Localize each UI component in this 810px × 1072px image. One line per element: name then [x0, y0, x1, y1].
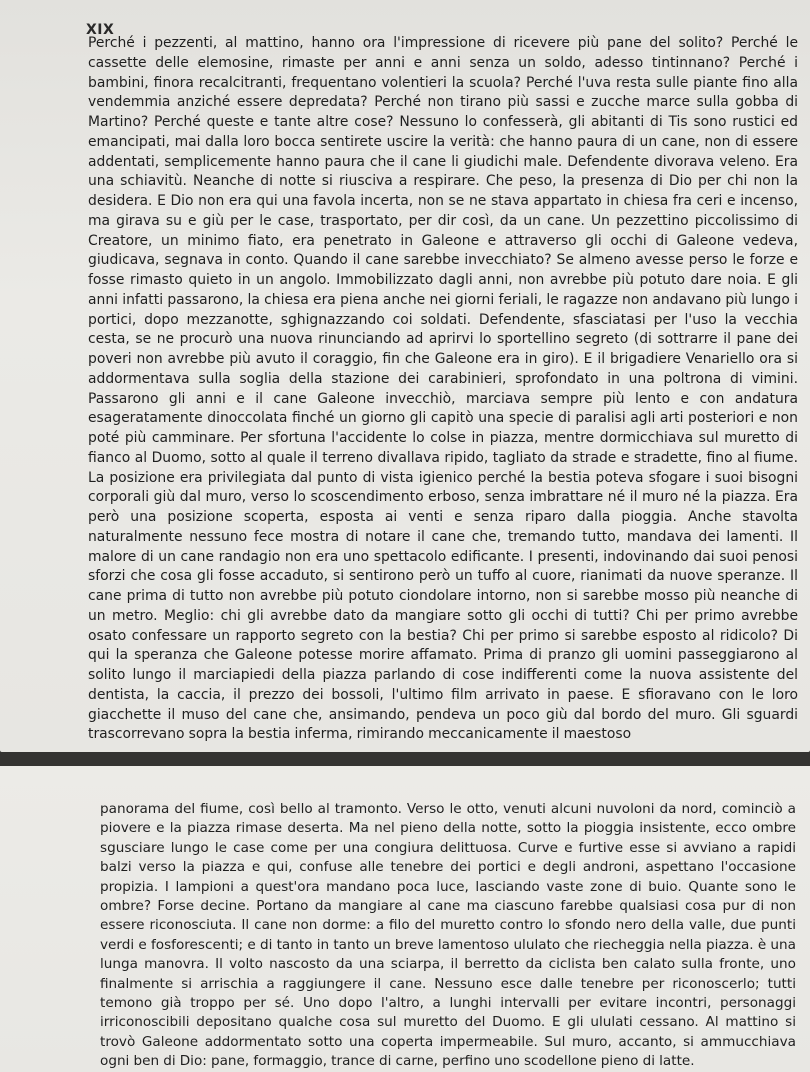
book-page-bottom — [0, 766, 810, 1072]
page-bottom-text: panorama del fiume, così bello al tramonto. Verso le otto, venuti alcuni nuvoloni da nord, cominciò a piovere e la piazza rimase deserta. Ma nel pieno della notte, sotto la pioggia insistente, ecco ombre sgusciare lungo le case come per una congiura delittuosa. Curve e furtive esse si avviano a rapidi balzi verso la piazza e qui, confuse alle tenebre dei portici e degli androni, aspettano l'occasione propizia. I lampioni a quest'ora mandano poca luce, lasciando vaste zone di buio. Quante sono le ombre? Forse decine. Portano da mangiare al cane ma ciascuno farebbe qualsiasi cosa pur di non essere riconosciuta. Il cane non dorme: a filo del muretto contro lo sfondo nero della valle, due punti verdi e fosforescenti; e di tanto in tanto un breve lamentoso ululato che riecheggia nella piazza. è una lunga manovra. Il volto nascosto da una sciarpa, il berretto da ciclista ben calato sulla fronte, uno finalmente si arrischia a raggiungere il cane. Nessuno esce dalle tenebre per riconoscerlo; tutti temono già troppo per sé. Uno dopo l'altro, a lunghi intervalli per evitare incontri, personaggi irriconoscibili depositano qualche cosa sul muretto del Duomo. E gli ululati cessano. Al mattino si trovò Galeone addormentato sotto una coperta impermeabile. Sul muro, accanto, si ammucchiava ogni ben di Dio: pane, formaggio, trance di carne, perfino uno scodellone pieno di latte. — [100, 801, 796, 1070]
page-top-text: Perché i pezzenti, al mattino, hanno ora l'impressione di ricevere più pane del solito? Perché le cassette delle elemosine, rimaste per anni e anni senza un soldo, adesso tintinnano? Perché i bambini, finora recalcitranti, frequentano volentieri la scuola? Perché l'uva resta sulle piante fino alla vendemmia anziché essere depredata? Perché non tirano più sassi e zucche marce sulla gobba di Martino? Perché queste e tante altre cose? Nessuno lo confesserà, gli abitanti di Tis sono rustici ed emancipati, mai dalla loro bocca sentirete uscire la verità: che hanno paura di un cane, non di essere addentati, semplicemente hanno paura che il cane li giudichi male. Defendente divorava veleno. Era una schiavitù. Neanche di notte si riusciva a respirare. Che peso, la presenza di Dio per chi non la desidera. E Dio non era qui una favola incerta, non se ne stava appartato in chiesa fra ceri e incenso, ma girava su e giù per le case, trasportato, per dir così, da un cane. Un pezzettino piccolissimo di Creatore, un minimo fiato, era penetrato in Galeone e attraverso gli occhi di Galeone vedeva, giudicava, segnava in conto. Quando il cane sarebbe invecchiato? Se almeno avesse perso le forze e fosse rimasto quieto in un angolo. Immobilizzato dagli anni, non avrebbe più potuto dare noia. E gli anni infatti passarono, la chiesa era piena anche nei giorni feriali, le ragazze non andavano più lungo i portici, dopo mezzanotte, sghignazzando coi soldati. Defendente, sfasciatasi per l'uso la vecchia cesta, se ne procurò una nuova rinunciando ad aprirvi lo sportellino segreto (di sottrarre il pane dei poveri non avrebbe più avuto il coraggio, fin che Galeone era in giro). E il brigadiere Venariello ora si addormentava sulla soglia della stazione dei carabinieri, sprofondato in una poltrona di vimini. Passarono gli anni e il cane Galeone invecchiò, marciava sempre più lento e con andatura esageratamente dinoccolata finché un giorno gli capitò una specie di paralisi agli arti posteriori e non poté più camminare. Per sfortuna l'accidente lo colse in piazza, mentre dormicchiava sul muretto di fianco al Duomo, sotto al quale il terreno divallava ripido, tagliato da strade e stradette, fino al fiume. La posizione era privilegiata dal punto di vista igienico perché la bestia poteva sfogare i suoi bisogni corporali giù dal muro, verso lo scoscendimento erboso, senza imbrattare né il muro né la piazza. Era però una posizione scoperta, esposta ai venti e senza riparo dalla pioggia. Anche stavolta naturalmente nessuno fece mostra di notare il cane che, tremando tutto, mandava dei lamenti. Il malore di un cane randagio non era uno spettacolo edificante. I presenti, indovinando dai suoi penosi sforzi che cosa gli fosse accaduto, si sentirono però un tuffo al cuore, rianimati da nuove speranze. Il cane prima di tutto non avrebbe più potuto ciondolare intorno, non si sarebbe mosso più neanche di un metro. Meglio: chi gli avrebbe dato da mangiare sotto gli occhi di tutti? Chi per primo avrebbe osato confessare un rapporto segreto con la bestia? Chi per primo si sarebbe esposto al ridicolo? Di qui la speranza che Galeone potesse morire affamato. Prima di pranzo gli uomini passeggiarono al solito lungo il marciapiedi della piazza parlando di cose indifferenti come la nuova assistente del dentista, la caccia, il prezzo dei bossoli, l'ultimo film arrivato in paese. E sfioravano con le loro giacchette il muso del cane che, ansimando, pendeva un poco giù dal bordo del muro. Gli sguardi trascorrevano sopra la bestia inferma, rimirando meccanicamente il maestoso — [88, 35, 798, 743]
page-gap — [0, 752, 810, 766]
chapter-number: XIX — [86, 22, 115, 38]
